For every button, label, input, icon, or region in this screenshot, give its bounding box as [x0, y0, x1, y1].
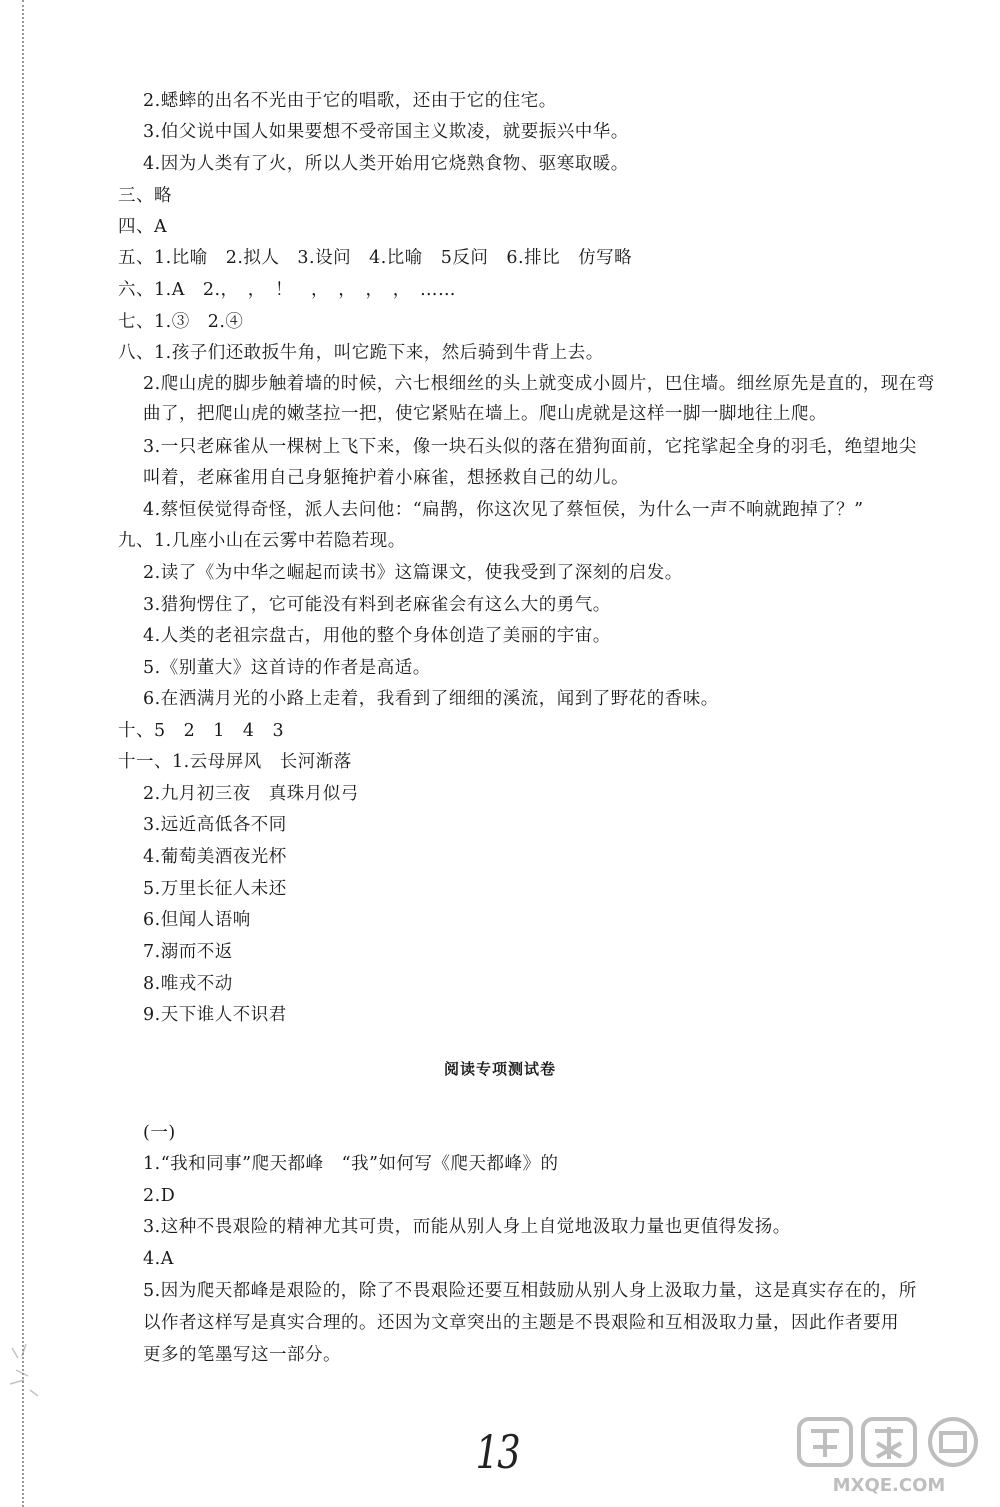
answer-line: 6.在洒满月光的小路上走着，我看到了细细的溪流，闻到了野花的香味。 — [143, 689, 719, 709]
answer-line: 4.人类的老祖宗盘古，用他的整个身体创造了美丽的宇宙。 — [143, 626, 611, 646]
binding-margin-dotted-line — [22, 0, 24, 1507]
answer-line: 2.读了《为中华之崛起而读书》这篇课文，使我受到了深刻的启发。 — [143, 563, 683, 583]
reading-answer-line: 更多的笔墨写这一部分。 — [143, 1345, 341, 1365]
reading-answer-line: 1.“我和同事”爬天都峰 “我”如何写《爬天都峰》的 — [143, 1154, 559, 1174]
page-number: 13 — [475, 1425, 520, 1479]
answer-line: 十一、1.云母屏风 长河渐落 — [118, 752, 352, 772]
answer-line: 4.蔡恒侯觉得奇怪，派人去问他：“扁鹊，你这次见了蔡恒侯，为什么一声不响就跑掉了？” — [143, 500, 864, 520]
answer-line: 2.蟋蟀的出名不光由于它的唱歌，还由于它的住宅。 — [143, 91, 557, 111]
answer-line: 九、1.几座小山在云雾中若隐若现。 — [118, 531, 406, 551]
answer-line: 6.但闻人语响 — [143, 910, 251, 930]
section-heading: 阅读专项测试卷 — [443, 1060, 556, 1078]
answer-line: 2.九月初三夜 真珠月似弓 — [143, 784, 359, 804]
answer-line: 5.《别董大》这首诗的作者是高适。 — [143, 658, 431, 678]
answer-line: 8.唯戎不动 — [143, 974, 233, 994]
answer-line: 四、A — [118, 217, 168, 237]
margin-scribble-icon — [6, 1340, 46, 1400]
answer-line: 3.猎狗愣住了，它可能没有料到老麻雀会有这么大的勇气。 — [143, 595, 611, 615]
reading-answer-line: 以作者这样写是真实合理的。还因为文章突出的主题是不畏艰险和互相汲取力量，因此作者要用 — [143, 1313, 899, 1333]
reading-answer-line: 4.A — [143, 1249, 174, 1269]
reading-answer-line: 3.这种不畏艰险的精神尤其可贵，而能从别人身上自觉地汲取力量也更值得发扬。 — [143, 1217, 791, 1237]
reading-answer-line: 2.D — [143, 1186, 176, 1206]
answer-line: 5.万里长征人未还 — [143, 879, 287, 899]
answer-line: 七、1.③ 2.④ — [118, 312, 244, 332]
answer-line: 3.伯父说中国人如果要想不受帝国主义欺凌，就要振兴中华。 — [143, 122, 629, 142]
answer-line: 3.远近高低各不同 — [143, 815, 287, 835]
answer-line: 曲了，把爬山虎的嫩茎拉一把，使它紧贴在墙上。爬山虎就是这样一脚一脚地往上爬。 — [143, 404, 827, 424]
answer-line: 4.葡萄美酒夜光杯 — [143, 847, 287, 867]
answer-line: 3.一只老麻雀从一棵树上飞下来，像一块石头似的落在猎狗面前，它挓挲起全身的羽毛，绝望地尖 — [143, 437, 917, 457]
answer-line: 2.爬山虎的脚步触着墙的时候，六七根细丝的头上就变成小圆片，巴住墙。细丝原先是直的，现在弯 — [143, 374, 935, 394]
answer-line: 六、1.A 2.， ， ！ ， ， ， ， …… — [118, 280, 457, 300]
answer-line: 五、1.比喻 2.拟人 3.设问 4.比喻 5反问 6.排比 仿写略 — [118, 248, 633, 268]
answer-line: 十、5 2 1 4 3 — [118, 721, 285, 741]
answer-line: 八、1.孩子们还敢扳牛角，叫它跪下来，然后骑到牛背上去。 — [118, 343, 604, 363]
reading-answer-line: (一) — [143, 1123, 176, 1143]
watermark-url: MXQE.COM — [832, 1475, 946, 1496]
answer-line: 4.因为人类有了火，所以人类开始用它烧熟食物、驱寒取暖。 — [143, 154, 629, 174]
answer-line: 7.溺而不返 — [143, 942, 233, 962]
watermark-logo-icon — [797, 1417, 982, 1497]
answer-line: 叫着，老麻雀用自己身躯掩护着小麻雀，想拯救自己的幼儿。 — [143, 468, 629, 488]
answer-line: 三、略 — [118, 186, 172, 206]
answer-line: 9.天下谁人不识君 — [143, 1005, 287, 1025]
reading-answer-line: 5.因为爬天都峰是艰险的，除了不畏艰险还要互相鼓励从别人身上汲取力量，这是真实存在的，所 — [143, 1281, 917, 1301]
